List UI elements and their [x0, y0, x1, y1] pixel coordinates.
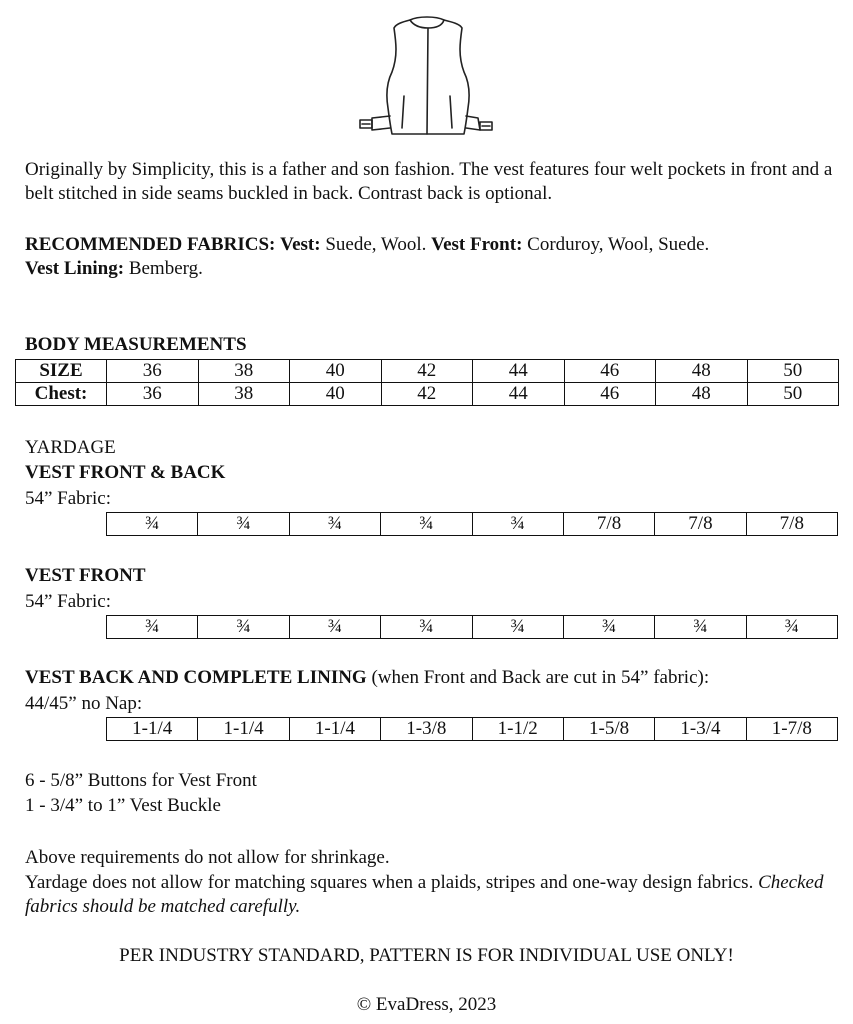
yardage-cell: 1-3/4: [655, 718, 746, 741]
copyright: © EvaDress, 2023: [356, 994, 497, 1015]
intro-paragraph: Originally by Simplicity, this is a father and son fashion. The vest features four welt pockets in front and a belt stitched in side seams buckled in back. Contrast back is optional.: [25, 159, 833, 204]
yardage-cell: ¾: [563, 616, 654, 639]
yardage-cell: 1-7/8: [746, 718, 837, 741]
fabrics-lining-label: Vest Lining:: [25, 258, 125, 279]
vest-front-fabric: 54” Fabric:: [25, 591, 112, 612]
table-row: [107, 616, 838, 639]
table-row: [107, 513, 838, 536]
size-cell: 44: [473, 360, 565, 383]
table-row: [16, 383, 839, 406]
yardage-cell: ¾: [472, 513, 563, 536]
size-label: SIZE: [16, 360, 107, 383]
yardage-cell: 1-1/4: [107, 718, 198, 741]
industry-standard-notice: PER INDUSTRY STANDARD, PATTERN IS FOR INDIVIDUAL USE ONLY!: [119, 945, 734, 966]
chest-cell: 46: [564, 383, 656, 406]
chest-label: Chest:: [16, 383, 107, 406]
yardage-cell: 1-3/8: [381, 718, 472, 741]
size-cell: 42: [381, 360, 473, 383]
fabrics-lining-value: Bemberg.: [128, 258, 203, 279]
body-measurements-title: BODY MEASUREMENTS: [25, 334, 247, 355]
note-matching: [25, 871, 835, 919]
fabrics-vest-value: Suede, Wool.: [325, 234, 427, 255]
recommended-fabrics: [25, 233, 835, 281]
size-cell: 40: [290, 360, 382, 383]
vest-front-back-fabric: 54” Fabric:: [25, 488, 112, 509]
vest-back-sketch: [352, 12, 502, 140]
chest-cell: 44: [473, 383, 565, 406]
yardage-cell: ¾: [746, 616, 837, 639]
chest-cell: 40: [290, 383, 382, 406]
vest-back-lining-note: (when Front and Back are cut in 54” fabric):: [371, 667, 710, 688]
vest-front-table: [106, 615, 838, 639]
chest-cell: 38: [198, 383, 290, 406]
vest-back-lining-heading: [25, 666, 709, 690]
table-row: [16, 360, 839, 383]
fabrics-vest-label: Vest:: [280, 234, 321, 255]
vest-back-lining-fabric: 44/45” no Nap:: [25, 693, 143, 714]
yardage-cell: 7/8: [746, 513, 837, 536]
fabrics-front-value: Corduroy, Wool, Suede.: [527, 234, 710, 255]
yardage-cell: ¾: [289, 513, 380, 536]
yardage-cell: 1-5/8: [563, 718, 654, 741]
yardage-cell: 7/8: [563, 513, 654, 536]
size-cell: 38: [198, 360, 290, 383]
yardage-cell: 1-1/4: [198, 718, 289, 741]
chest-cell: 36: [107, 383, 199, 406]
yardage-cell: 1-1/4: [289, 718, 380, 741]
note-shrinkage: Above requirements do not allow for shrinkage.: [25, 847, 390, 868]
yardage-cell: ¾: [472, 616, 563, 639]
yardage-cell: ¾: [198, 616, 289, 639]
notion-buckle: 1 - 3/4” to 1” Vest Buckle: [25, 795, 221, 816]
size-cell: 50: [747, 360, 839, 383]
vest-front-back-table: [106, 512, 838, 536]
yardage-cell: ¾: [107, 513, 198, 536]
yardage-cell: ¾: [381, 513, 472, 536]
vest-back-lining-title: VEST BACK AND COMPLETE LINING: [25, 667, 367, 688]
size-cell: 36: [107, 360, 199, 383]
fabrics-front-label: Vest Front:: [431, 234, 523, 255]
yardage-cell: 7/8: [655, 513, 746, 536]
table-row: [107, 718, 838, 741]
yardage-cell: ¾: [107, 616, 198, 639]
yardage-cell: ¾: [381, 616, 472, 639]
vest-back-lining-table: [106, 717, 838, 741]
yardage-cell: ¾: [198, 513, 289, 536]
vest-front-title: VEST FRONT: [25, 565, 146, 586]
note-checked-text: Checked fabrics should be matched carefully.: [25, 872, 824, 917]
chest-cell: 48: [656, 383, 748, 406]
note-matching-text: Yardage does not allow for matching squares when a plaids, stripes and one-way design fabrics.: [25, 872, 754, 893]
yardage-title: YARDAGE: [25, 437, 116, 458]
body-measurements-table: [15, 359, 839, 406]
vest-front-back-title: VEST FRONT & BACK: [25, 462, 226, 483]
yardage-cell: ¾: [289, 616, 380, 639]
notion-buttons: 6 - 5/8” Buttons for Vest Front: [25, 770, 257, 791]
yardage-cell: ¾: [655, 616, 746, 639]
chest-cell: 42: [381, 383, 473, 406]
chest-cell: 50: [747, 383, 839, 406]
fabrics-label: RECOMMENDED FABRICS:: [25, 234, 276, 255]
yardage-cell: 1-1/2: [472, 718, 563, 741]
size-cell: 46: [564, 360, 656, 383]
size-cell: 48: [656, 360, 748, 383]
